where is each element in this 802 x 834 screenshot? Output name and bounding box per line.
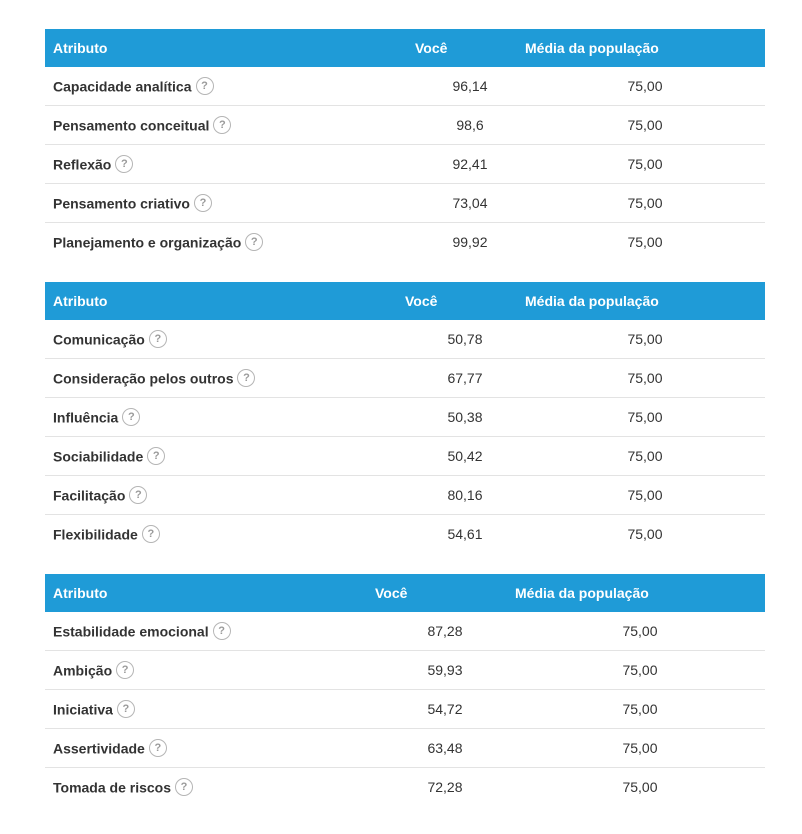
header-atributo: Atributo [45, 282, 405, 320]
question-circle-icon[interactable]: ? [245, 233, 263, 251]
header-voce: Você [415, 29, 525, 67]
attribute-table-2 [45, 282, 765, 553]
voce-value: 87,28 [375, 612, 515, 651]
voce-value: 80,16 [405, 476, 525, 515]
header-atributo: Atributo [45, 29, 415, 67]
media-value: 75,00 [525, 145, 765, 184]
voce-value: 92,41 [415, 145, 525, 184]
table-row [45, 223, 765, 262]
question-circle-icon[interactable]: ? [122, 408, 140, 426]
attribute-label: Flexibilidade [53, 526, 138, 543]
table-row [45, 67, 765, 106]
table-row [45, 690, 765, 729]
media-value: 75,00 [627, 526, 663, 542]
media-value: 75,00 [525, 359, 765, 398]
attribute-label: Sociabilidade [53, 448, 144, 465]
media-value: 75,00 [515, 651, 765, 690]
attribute-table-3 [45, 574, 765, 806]
table-row [45, 437, 765, 476]
question-circle-icon[interactable]: ? [117, 700, 135, 718]
table-row [45, 145, 765, 184]
attribute-label: Capacidade analítica [53, 78, 192, 95]
question-circle-icon[interactable]: ? [142, 525, 160, 543]
table-header-row [45, 282, 765, 320]
header-voce: Você [375, 574, 515, 612]
table-header-row [45, 574, 765, 612]
voce-value: 98,6 [415, 106, 525, 145]
voce-value: 67,77 [405, 359, 525, 398]
table-row [45, 651, 765, 690]
question-circle-icon[interactable]: ? [115, 155, 133, 173]
question-circle-icon[interactable]: ? [147, 447, 165, 465]
attribute-label: Reflexão [53, 156, 112, 173]
media-value: 75,00 [525, 437, 765, 476]
question-circle-icon[interactable]: ? [149, 739, 167, 757]
header-media: Média da população [525, 29, 765, 67]
question-circle-icon[interactable]: ? [149, 330, 167, 348]
attribute-label: Iniciativa [53, 701, 113, 718]
attribute-label: Assertividade [53, 740, 145, 757]
media-value: 75,00 [525, 476, 765, 515]
voce-value: 72,28 [427, 779, 463, 795]
media-value: 75,00 [525, 184, 765, 223]
table-row [45, 612, 765, 651]
media-value: 75,00 [622, 779, 658, 795]
attribute-label: Ambição [53, 662, 113, 679]
table-row [45, 768, 765, 807]
attribute-label: Facilitação [53, 487, 126, 504]
media-value: 75,00 [525, 398, 765, 437]
header-voce: Você [405, 282, 525, 320]
attribute-label: Estabilidade emocional [53, 623, 209, 640]
header-atributo: Atributo [45, 574, 375, 612]
table-header-row [45, 29, 765, 67]
attribute-label: Pensamento criativo [53, 195, 190, 212]
voce-value: 59,93 [375, 651, 515, 690]
question-circle-icon[interactable]: ? [213, 116, 231, 134]
voce-value: 54,72 [375, 690, 515, 729]
voce-value: 50,38 [405, 398, 525, 437]
media-value: 75,00 [525, 106, 765, 145]
table-row [45, 729, 765, 768]
voce-value: 73,04 [415, 184, 525, 223]
voce-value: 54,61 [447, 526, 483, 542]
table-row [45, 476, 765, 515]
question-circle-icon[interactable]: ? [175, 778, 193, 796]
media-value: 75,00 [515, 729, 765, 768]
voce-value: 96,14 [415, 67, 525, 106]
table-row [45, 359, 765, 398]
question-circle-icon[interactable]: ? [194, 194, 212, 212]
voce-value: 99,92 [452, 234, 488, 250]
media-value: 75,00 [515, 612, 765, 651]
attribute-label: Consideração pelos outros [53, 370, 234, 387]
attribute-label: Influência [53, 409, 119, 426]
attribute-label: Tomada de riscos [53, 779, 172, 796]
question-circle-icon[interactable]: ? [196, 77, 214, 95]
table-row [45, 184, 765, 223]
header-media: Média da população [515, 574, 765, 612]
attribute-table-1 [45, 29, 765, 261]
media-value: 75,00 [525, 320, 765, 359]
question-circle-icon[interactable]: ? [129, 486, 147, 504]
header-media: Média da população [525, 282, 765, 320]
table-row [45, 515, 765, 554]
media-value: 75,00 [627, 234, 663, 250]
media-value: 75,00 [515, 690, 765, 729]
attribute-label: Comunicação [53, 331, 145, 348]
table-row [45, 398, 765, 437]
attribute-label: Pensamento conceitual [53, 117, 210, 134]
media-value: 75,00 [525, 67, 765, 106]
attribute-label: Planejamento e organização [53, 234, 242, 251]
voce-value: 63,48 [375, 729, 515, 768]
voce-value: 50,42 [405, 437, 525, 476]
question-circle-icon[interactable]: ? [213, 622, 231, 640]
table-row [45, 320, 765, 359]
question-circle-icon[interactable]: ? [237, 369, 255, 387]
table-row [45, 106, 765, 145]
voce-value: 50,78 [405, 320, 525, 359]
question-circle-icon[interactable]: ? [116, 661, 134, 679]
